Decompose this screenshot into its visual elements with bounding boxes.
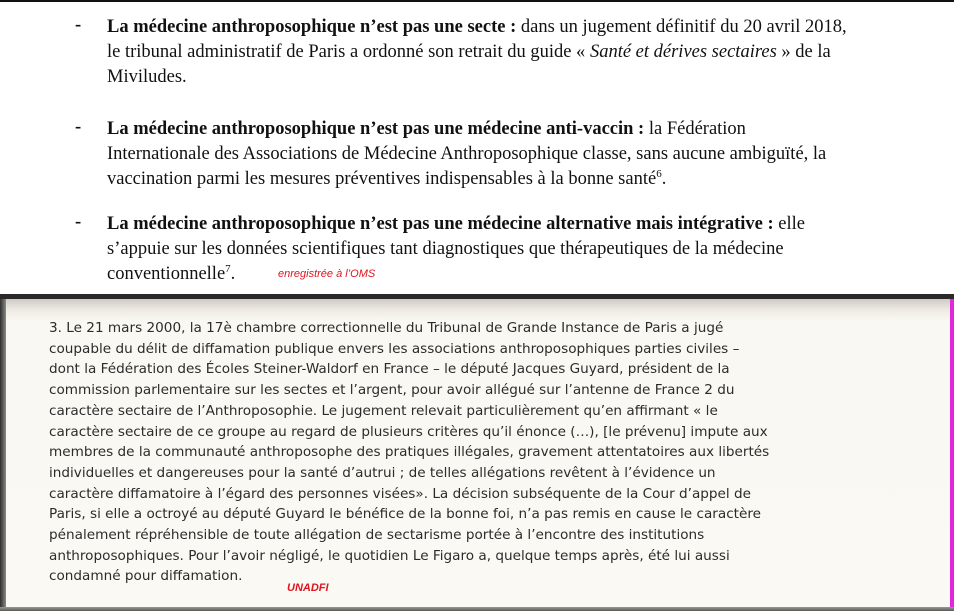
handwritten-annotation-oms: enregistrée à l’OMS (278, 268, 376, 280)
paragraph-line: commission parlementaire sur les sectes et l’argent, pour avoir allégué sur l’antenne de France 2 du (49, 382, 735, 399)
handwritten-annotation-unadfi: UNADFI (287, 582, 329, 594)
bullet-line-text: Miviludes. (107, 67, 187, 87)
paragraph-line: 3. Le 21 mars 2000, la 17è chambre correctionnelle du Tribunal de Grande Instance de Paris a jugé (49, 320, 724, 336)
bullet-line-text: s’appuie sur les données scientifiques tant diagnostiques que thérapeutiques de la médecine (107, 239, 784, 259)
bullet-line-text: . (230, 264, 236, 284)
paragraph-line: caractère sectaire de l’Anthroposophie. Le jugement relevait particulièrement qu’en affirmant « le (49, 402, 718, 419)
top-document-excerpt (0, 0, 954, 294)
bullet-text (107, 212, 870, 287)
paragraph-line: membres de la communauté anthroposophe des pratiques illégales, gravement attentatoires aux libertés (49, 444, 770, 461)
bullet-marker: - (75, 117, 82, 137)
right-magenta-edge (950, 299, 954, 611)
bullet-line-text: » de la (776, 42, 831, 62)
bullet-text (107, 15, 870, 90)
bullet-line (107, 15, 870, 40)
paragraph-line: individuelles et dangereuses pour la santé d’autrui ; de telles allégations revêtent à l’évidence un (49, 464, 716, 481)
bullet-marker: - (75, 15, 82, 35)
paragraph-line: caractère diffamatoire à l’égard des personnes visées». La décision subséquente de la Cour d’appel de (49, 485, 752, 502)
paragraph-line: Paris, si elle a octroyé au député Guyard le bénéfice de la bonne foi, n’a pas remis en cause le caractère (49, 506, 762, 523)
bullet-line-text: Internationale des Associations de Médecine Anthroposophique classe, sans aucune ambiguïté, la (107, 144, 827, 164)
bullet-line-text: dans un jugement définitif du 20 avril 2018, (516, 17, 847, 37)
paragraph-line: dont la Fédération des Écoles Steiner-Waldorf en France – le député Jacques Guyard, président de la (49, 361, 730, 378)
bullet-line (107, 142, 870, 167)
paragraph-line: condamné pour diffamation. (49, 568, 243, 585)
paragraph-line: anthroposophiques. Pour l’avoir négligé, le quotidien Le Figaro a, quelque temps après, été lui aussi (49, 547, 730, 564)
bullet-line-text: vaccination parmi les mesures préventives indispensables à la bonne santé (107, 169, 657, 189)
bullet-marker: - (75, 212, 82, 232)
bullet-line-text: le tribunal administratif de Paris a ordonné son retrait du guide « (107, 42, 590, 62)
bullet-line (107, 117, 870, 142)
bullet-line (107, 65, 870, 90)
bullet-bold-claim: La médecine anthroposophique n’est pas une secte : (107, 17, 517, 37)
bullet-bold-claim: La médecine anthroposophique n’est pas une médecine anti-vaccin : (107, 119, 645, 139)
guide-title: Santé et dérives sectaires (589, 42, 777, 62)
bullet-line (107, 167, 870, 192)
bullet-line (107, 262, 870, 287)
bullet-line (107, 40, 870, 65)
bullet-line-text: elle (773, 214, 805, 234)
paragraph-line: pénalement répréhensible de toute allégation de sectarisme portée à l’encontre des institutions (49, 527, 705, 544)
paragraph-line: coupable du délit de diffamation publique envers les associations anthroposophiques parties civiles – (49, 340, 740, 357)
bullet-line-text: conventionnelle (107, 264, 226, 284)
footnote-marker: 6 (656, 167, 662, 180)
bullet-bold-claim: La médecine anthroposophique n’est pas une médecine alternative mais intégrative : (107, 214, 774, 234)
footnote-marker: 7 (225, 262, 231, 275)
paragraph-line: caractère sectaire de ce groupe au regard de plusieurs critères qu’il énonce (…), [le prévenu] impute aux (49, 423, 768, 440)
bottom-border (0, 607, 954, 611)
footnote-paragraph (49, 318, 929, 587)
bullet-line (107, 237, 870, 262)
left-shadow-edge (0, 299, 6, 611)
bullet-line (107, 212, 870, 237)
bullet-text (107, 117, 870, 192)
bullet-line-text: . (661, 169, 667, 189)
bullet-line-text: la Fédération (644, 119, 746, 139)
